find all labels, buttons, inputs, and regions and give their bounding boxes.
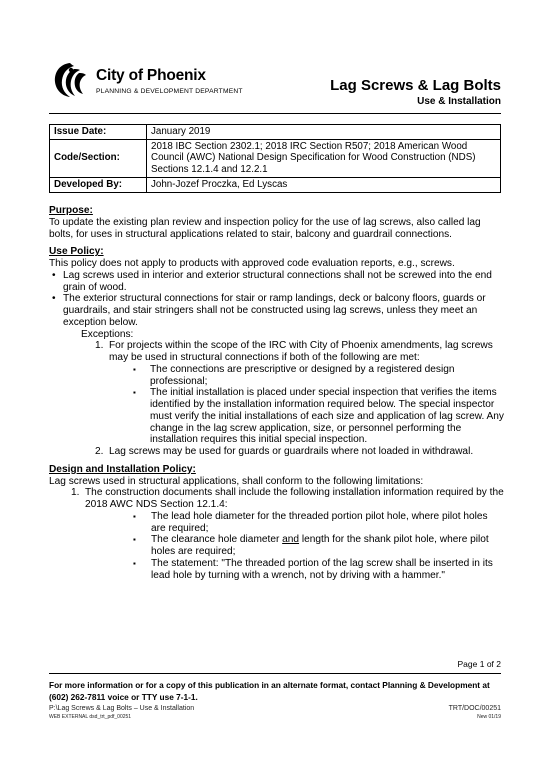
department-name: PLANNING & DEVELOPMENT DEPARTMENT (96, 88, 243, 95)
list-item: • Lag screws used in interior and exterior structural connections shall not be screwed into the end grain of wood. (49, 270, 504, 294)
table-row (50, 125, 501, 140)
table-row (50, 139, 501, 177)
footer-path (49, 705, 194, 721)
document-body (49, 205, 504, 581)
list-item: ▪ The lead hole diameter for the threaded portion pilot hole, where pilot holes are required; (49, 511, 504, 535)
table-row (50, 177, 501, 192)
footer-contact-note: For more information or for a copy of this publication in an alternate format, contact Planning & Development at (602) 262-7811 voice or TTY use 7-1-1. (49, 680, 490, 702)
code-section-label: Code/Section: (50, 139, 147, 177)
footer-doc-id: TRT/DOC/00251 (448, 705, 501, 712)
footer-web-id: WEB EXTERNAL dsd_trt_pdf_00251 (49, 714, 132, 720)
design-intro: Lag screws used in structural applications, shall conform to the following limitations: (49, 475, 424, 487)
exception-item-1: 1. For projects within the scope of the IRC with City of Phoenix amendments, lag screws may be used in structural connections if both of the following are met: (95, 340, 493, 363)
list-item: • The exterior structural connections for stair or ramp landings, deck or balcony floors, guards or guardrails, and stair stringers shall not be constructed using lag screws, unless they meet an exception below. (49, 293, 504, 328)
footer-date: New 01/19 (477, 714, 501, 720)
page-subtitle: Use & Installation (417, 96, 501, 107)
document-info-table (49, 124, 501, 193)
purpose-text: To update the existing plan review and inspection policy for the use of lag screws, also called lag bolts, for uses in structural applications related to stair, balcony and guardrail connections. (49, 216, 481, 240)
list-item: ▪ The connections are prescriptive or designed by a registered design professional; (49, 364, 504, 388)
footer-file-path: P:\Lag Screws & Lag Bolts – Use & Installation (49, 705, 195, 712)
design-item-1: 1. The construction documents shall include the following installation information required by the 2018 AWC NDS Section 12.1.4: (71, 487, 504, 510)
design-heading: Design and Installation Policy: (49, 463, 196, 475)
use-policy-heading: Use Policy: (49, 246, 104, 258)
list-item: ▪ The initial installation is placed under special inspection that verifies the items identified by the installation information required below. The special inspector must verify the initial installations of each size and application of lag screw. Any change in the lag screw application, size, or personnel performing the installation requires this initial special inspection. (49, 387, 504, 446)
list-item: ▪ The clearance hole diameter and length for the shank pilot hole, where pilot holes are required; (49, 534, 504, 558)
exceptions-label: Exceptions: (81, 328, 134, 340)
exception-item-2: 2. Lag screws may be used for guards or guardrails where not loaded in withdrawal. (95, 446, 474, 457)
code-section-value: 2018 IBC Section 2302.1; 2018 IRC Section R507; 2018 American Wood Council (AWC) National Design Specification for Wood Construction (NDS) Sections 12.1.4 and 12.2.1 (147, 139, 501, 177)
org-name: City of Phoenix (96, 67, 206, 84)
use-policy-intro: This policy does not apply to products with approved code evaluation reports, e.g., screws. (49, 258, 455, 269)
page-number: Page 1 of 2 (457, 659, 501, 669)
developed-by-label: Developed By: (50, 177, 147, 192)
page-title: Lag Screws & Lag Bolts (330, 77, 501, 94)
header-divider (49, 113, 501, 114)
footer-divider (49, 673, 501, 674)
purpose-heading: Purpose: (49, 205, 93, 216)
footer-doc-info (449, 705, 501, 721)
list-item: ▪ The statement: "The threaded portion of the lag screw shall be inserted in its lead hole by turning with a wrench, not by driving with a hammer." (49, 558, 504, 582)
issue-date-label: Issue Date: (50, 125, 147, 140)
phoenix-bird-logo-icon (50, 60, 90, 100)
issue-date-value: January 2019 (147, 125, 501, 140)
developed-by-value: John-Jozef Proczka, Ed Lyscas (147, 177, 501, 192)
